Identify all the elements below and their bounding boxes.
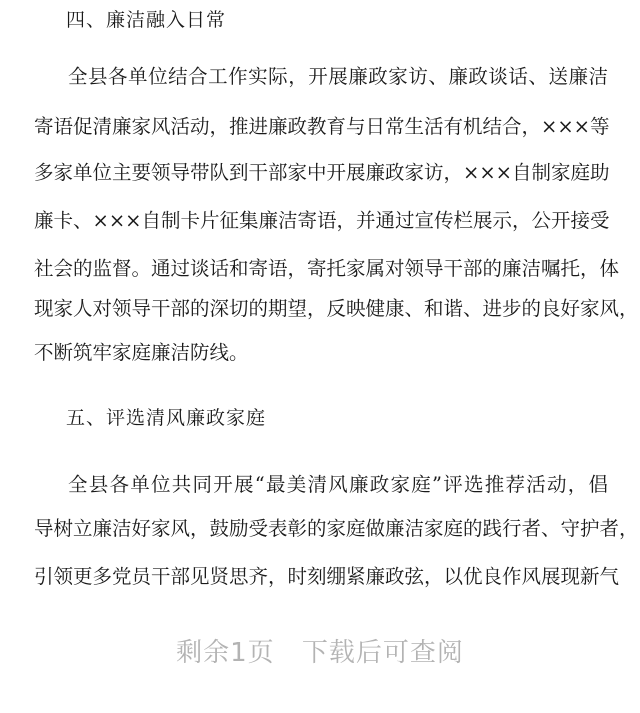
paragraph-line: 引领更多党员干部见贤思齐，时刻绷紧廉政弦，以优良作风展现新气 — [34, 565, 620, 588]
paragraph-line: 廉卡、×××自制卡片征集廉洁寄语，并通过宣传栏展示，公开接受 — [34, 209, 610, 232]
paragraph-line: 社会的监督。通过谈话和寄语，寄托家属对领导干部的廉洁嘱托，体 — [34, 257, 620, 280]
paragraph-line: 不断筑牢家庭廉洁防线。 — [34, 341, 249, 364]
paragraph-line: 全县各单位共同开展“最美清风廉政家庭”评选推荐活动，倡 — [68, 473, 608, 496]
paragraph-line: 现家人对领导干部的深切的期望，反映健康、和谐、进步的良好家风， — [34, 297, 639, 320]
section-heading-5: 五、评选清风廉政家庭 — [66, 407, 267, 429]
remaining-pages-download-prompt[interactable]: 剩余1页 下载后可查阅 — [176, 638, 464, 668]
paragraph-line: 寄语促清廉家风活动，推进廉政教育与日常生活有机结合，×××等 — [34, 115, 610, 138]
section-heading-4: 四、廉洁融入日常 — [66, 9, 227, 31]
paragraph-line: 多家单位主要领导带队到干部家中开展廉政家访，×××自制家庭助 — [34, 161, 610, 184]
paragraph-line: 全县各单位结合工作实际，开展廉政家访、廉政谈话、送廉洁 — [68, 65, 608, 88]
paragraph-line: 导树立廉洁好家风，鼓励受表彰的家庭做廉洁家庭的践行者、守护者， — [34, 517, 639, 540]
